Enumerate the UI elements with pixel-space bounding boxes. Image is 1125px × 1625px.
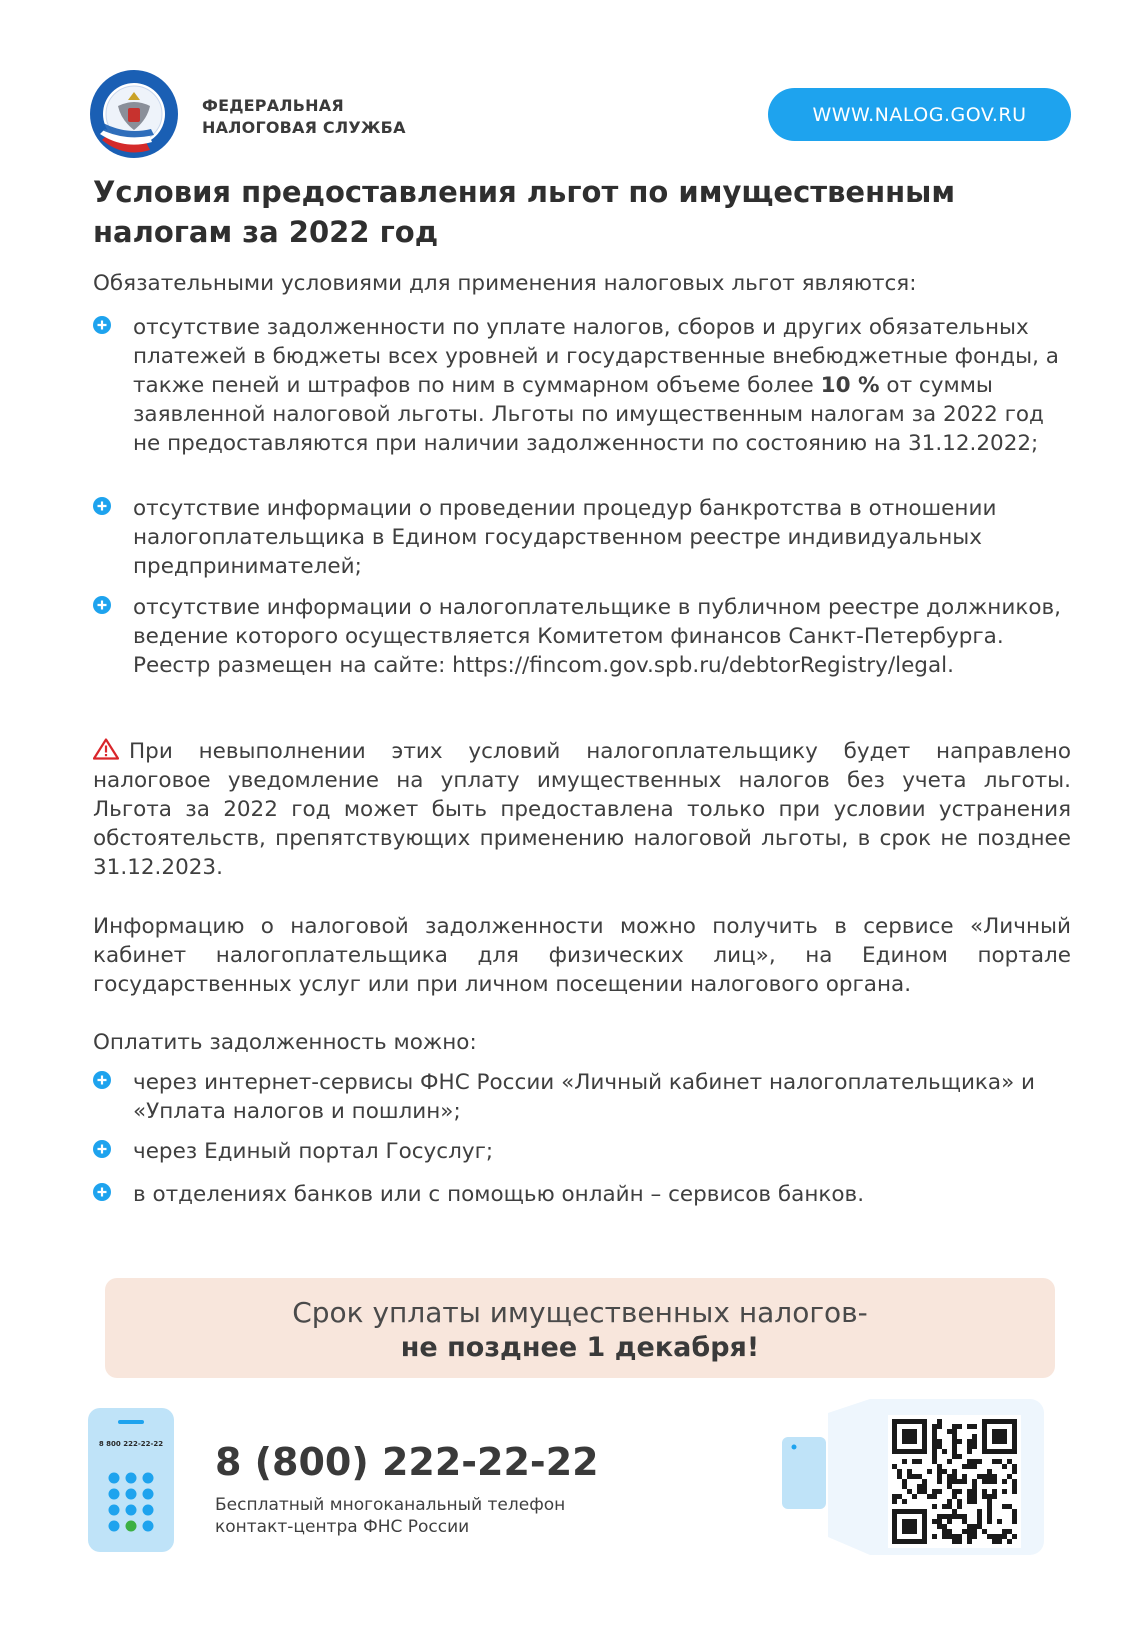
condition-text: отсутствие информации о проведении процедур банкротства в отношении налогоплательщика в Едином государственном реестре индивидуальных предпринимателей; [133, 496, 997, 579]
plus-bullet-icon [93, 596, 111, 614]
condition-threshold: 10 % [820, 373, 880, 398]
deadline-banner [105, 1278, 1055, 1378]
warning-paragraph [93, 737, 1071, 882]
plus-bullet-icon [93, 497, 111, 515]
deadline-text: Срок уплаты имущественных налогов- [292, 1296, 868, 1329]
condition-text-continued: от суммы заявленной налоговой льготы. Льготы по имущественным налогам за 2022 год не предоставляются при наличии задолженности по состоянию на 31.12.2022; [133, 373, 1044, 456]
hotline-description-line1: Бесплатный многоканальный телефон [215, 1495, 566, 1515]
condition-item [93, 593, 1071, 680]
org-name-line2: НАЛОГОВАЯ СЛУЖБА [202, 118, 406, 137]
payment-text: в отделениях банков или с помощью онлайн – сервисов банков. [133, 1182, 865, 1207]
qr-code-icon [888, 1415, 1021, 1548]
phone-screen-number: 8 800 222-22-22 [98, 1440, 164, 1448]
condition-text: отсутствие задолженности по уплате налогов, сборов и других обязательных платежей в бюджеты всех уровней и государственные внебюджетные фонды, а также пеней и штрафов по ним в суммарном объеме более [133, 315, 1059, 398]
info-paragraph: Информацию о налоговой задолженности можно получить в сервисе «Личный кабинет налогоплательщика для физических лиц», на Едином портале государственных услуг или при личном посещении налогового органа. [93, 914, 1071, 997]
payment-text: через интернет-сервисы ФНС России «Личный кабинет налогоплательщика» и «Уплата налогов и пошлин»; [133, 1070, 1036, 1124]
hotline-phone-number[interactable]: 8 (800) 222-22-22 [215, 1440, 599, 1484]
payment-item [93, 1137, 1071, 1166]
payment-intro: Оплатить задолженность можно: [93, 1030, 477, 1055]
condition-text: отсутствие информации о налогоплательщике в публичном реестре должников, ведение которого осуществляется Комитетом финансов Санкт-Петербурга. Реестр размещен на сайте: https://fincom.gov.spb.ru/debtorRegistry/legal. [133, 595, 1061, 678]
condition-item [93, 494, 1071, 581]
phone-icon [88, 1408, 174, 1552]
plus-bullet-icon [93, 1140, 111, 1158]
hotline-description-line2: контакт-центра ФНС России [215, 1517, 470, 1537]
phone-outline-icon [782, 1437, 826, 1509]
qr-code-panel[interactable] [782, 1391, 1044, 1561]
hotline-description [215, 1494, 565, 1538]
condition-item [93, 313, 1071, 458]
page-title: Условия предоставления льгот по имущественным налогам за 2022 год [93, 175, 956, 249]
warning-text: При невыполнении этих условий налогоплательщику будет направлено налоговое уведомление на уплату имущественных налогов без учета льготы. Льгота за 2022 год может быть предоставлена только при условии устранения обстоятельств, препятствующих применению налоговой льготы, в срок не позднее 31.12.2023. [93, 739, 1071, 880]
plus-bullet-icon [93, 1183, 111, 1201]
payment-item [93, 1068, 1071, 1126]
payment-item [93, 1180, 1071, 1209]
intro-text: Обязательными условиями для применения налоговых льгот являются: [93, 271, 917, 296]
website-link-button[interactable]: WWW.NALOG.GOV.RU [768, 88, 1071, 141]
plus-bullet-icon [93, 316, 111, 334]
fns-emblem-icon [88, 68, 180, 160]
warning-icon [93, 738, 119, 760]
plus-bullet-icon [93, 1071, 111, 1089]
org-name-line1: ФЕДЕРАЛЬНАЯ [202, 96, 344, 115]
deadline-date: не позднее 1 декабря! [400, 1332, 760, 1363]
org-name [202, 95, 406, 139]
payment-text: через Единый портал Госуслуг; [133, 1139, 494, 1164]
